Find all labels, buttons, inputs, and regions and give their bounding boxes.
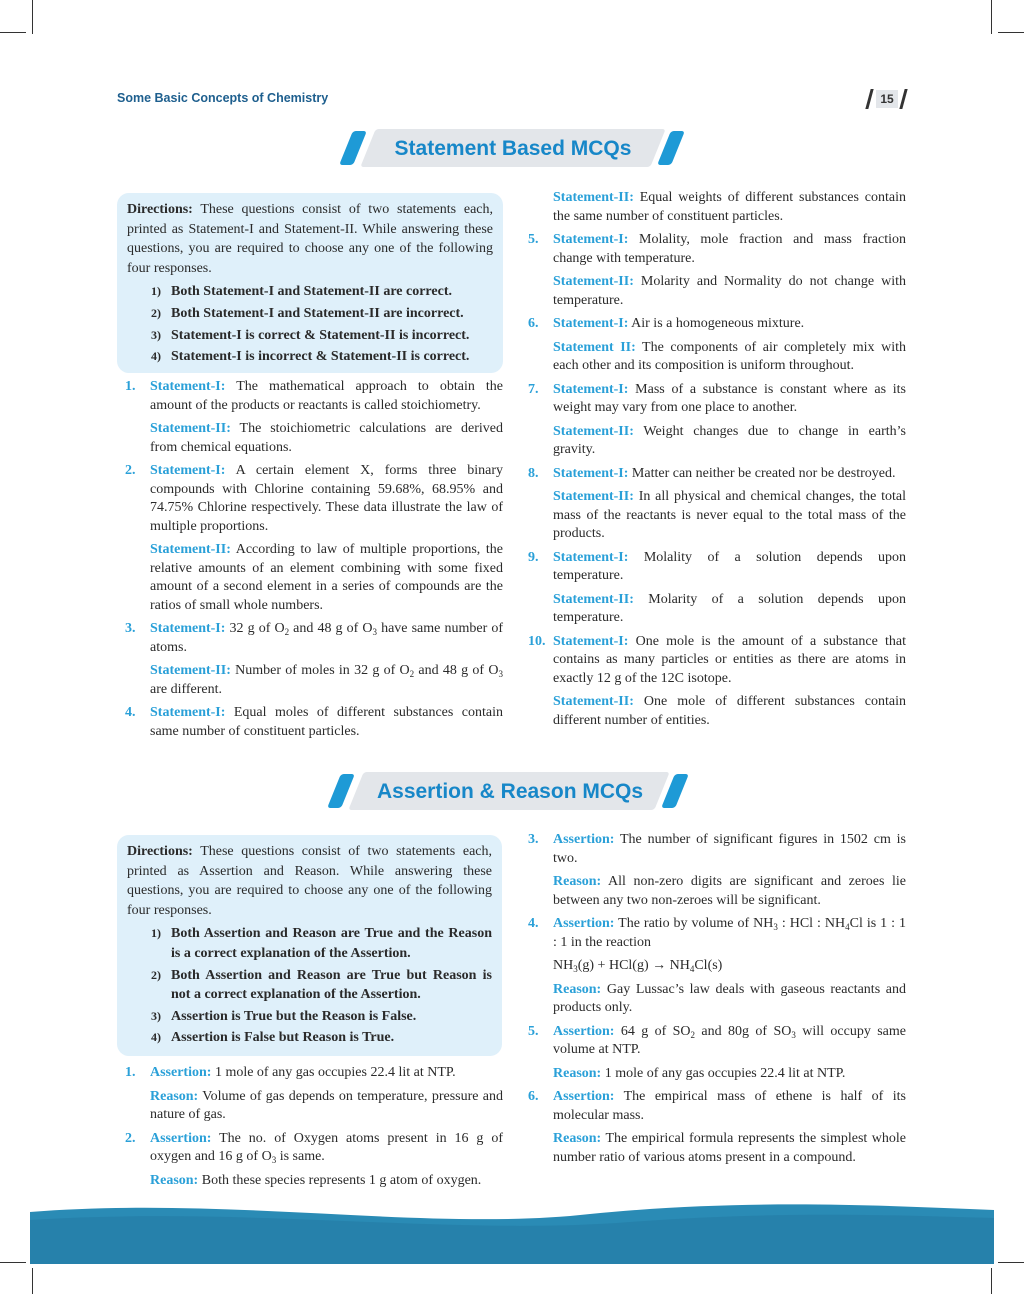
crop-mark <box>32 0 33 34</box>
crop-mark <box>998 32 1024 33</box>
question-item: 7. Statement-I: Mass of a substance is constant where as its weight may vary from one place to another. Statement-II: Weight changes due to change in earth’s gravity. <box>528 381 906 457</box>
right-column <box>520 189 906 735</box>
response-options <box>127 924 492 1048</box>
section-banner-assertion <box>330 772 690 808</box>
page-number-text: 15 <box>876 90 898 108</box>
question-item: 2. Statement-I: A certain element X, forms three binary compounds with Chlorine containing 59.68%, 68.95% and 74.75% Chlorine respectively. These data illustrate the law of multiple proportions. Statement-II: According to law of multiple proportions, the relative amounts of an element combining with some fixed amount of a second element in a series of compounds are the ratios of small whole numbers. <box>125 463 503 613</box>
crop-mark <box>0 1262 26 1263</box>
question-item: 2. Assertion: The no. of Oxygen atoms present in 16 g of oxygen and 16 g of $O_3$ is same. Reason: Both these species represents 1 g atom of oxygen. <box>125 1130 503 1188</box>
question-item: 10. Statement-I: One mole is the amount of a substance that contains as many particles or entities as there are atoms in exactly 12 g of the 12C isotope. Statement-II: One mole of different substances contain different number of entities. <box>528 633 906 728</box>
option-item: 1) Both Assertion and Reason are True and the Reason is a correct explanation of the Assertion. <box>151 926 492 961</box>
question-item: 3. Assertion: The number of significant figures in 1502 cm is two. Reason: All non-zero digits are significant and zeroes lie between any two non-zeroes will be significant. <box>528 832 906 908</box>
question-item: 6. Assertion: The empirical mass of ethene is half of its molecular mass. Reason: The empirical formula represents the simplest whole number ratio of various atoms present in a compound. <box>528 1089 906 1165</box>
directions-text: Directions: These questions consist of two statements each, printed as Assertion and Reason. While answering these questions, you are required to choose any one of the following four responses. <box>127 844 492 918</box>
crop-mark <box>991 1268 992 1294</box>
footer-wave <box>30 1196 994 1264</box>
section-title: Statement Based MCQs <box>394 137 632 160</box>
option-item: 2) Both Statement-I and Statement-II are incorrect. <box>151 305 464 321</box>
crop-mark <box>998 1262 1024 1263</box>
question-item: 6. Statement-I: Air is a homogeneous mixture. Statement II: The components of air completely mix with each other and its composition is uniform throughout. <box>528 316 906 373</box>
crop-mark <box>991 0 992 34</box>
section-banner-statement <box>342 129 684 165</box>
directions-box <box>117 835 502 1056</box>
reaction-equation: $NH_3(g) + HCl(g) \to NH_4Cl(s)$ <box>553 958 723 974</box>
question-item: 1. Assertion: 1 mole of any gas occupies 22.4 lit at NTP. Reason: Volume of gas depends on temperature, pressure and nature of gas. <box>125 1065 503 1122</box>
option-item: 2) Both Assertion and Reason are True but Reason is not a correct explanation of the Assertion. <box>151 967 492 1003</box>
question-item: Statement-II: Equal weights of different substances contain the same number of constituent particles. <box>553 190 906 224</box>
question-item: 4. Assertion: The ratio by volume of $NH_3$ : HCl : $NH_4Cl$ is 1 : 1 : 1 in the reaction $NH_3(g) + HCl(g) \to NH_4Cl(s)$ Reason: Gay Lussac’s law deals with gaseous reactants and products only. <box>528 916 906 1015</box>
page-number <box>866 88 906 110</box>
left-column-2 <box>117 1064 503 1195</box>
running-head: Some Basic Concepts of Chemistry <box>117 91 329 105</box>
left-column <box>117 378 503 746</box>
directions-text: Directions: These questions consist of two statements each, printed as Statement-I and Statement-II. While answering these questions, you are required to choose any one of the following four responses. <box>127 202 493 276</box>
question-item: 3. Statement-I: 32 g of $O_2$ and 48 g of $O_3$ have same number of atoms. Statement-II: Number of moles in 32 g of $O_2$ and 48 g of $O_3$ are different. <box>125 621 503 697</box>
crop-mark <box>32 1268 33 1294</box>
question-item: 9. Statement-I: Molality of a solution depends upon temperature. Statement-II: Molarity of a solution depends upon temperature. <box>528 549 906 625</box>
option-item: 3) Assertion is True but the Reason is False. <box>151 1008 417 1024</box>
section-title: Assertion & Reason MCQs <box>376 780 644 803</box>
question-item: 1. Statement-I: The mathematical approach to obtain the amount of the products or reactants is called stoichiometry. Statement-II: The stoichiometric calculations are derived from chemical equations. <box>125 379 503 455</box>
directions-box <box>117 193 503 373</box>
question-item: 8. Statement-I: Matter can neither be created nor be destroyed. Statement-II: In all physical and chemical changes, the total mass of the reactants is never equal to the total mass of the products. <box>528 465 906 541</box>
crop-mark <box>0 32 26 33</box>
option-item: 3) Statement-I is correct & Statement-II is incorrect. <box>151 327 470 343</box>
option-item: 4) Assertion is False but Reason is True. <box>151 1030 395 1046</box>
option-item: 1) Both Statement-I and Statement-II are correct. <box>151 284 452 300</box>
right-column-2 <box>520 831 906 1172</box>
option-item: 4) Statement-I is incorrect & Statement-II is correct. <box>151 349 470 365</box>
question-item: 5. Statement-I: Molality, mole fraction and mass fraction change with temperature. Statement-II: Molarity and Normality do not change with temperature. <box>528 232 906 308</box>
question-item: 4. Statement-I: Equal moles of different substances contain same number of constituent particles. <box>125 705 503 739</box>
response-options <box>127 282 493 366</box>
question-item: 5. Assertion: 64 g of $SO_2$ and 80g of $SO_3$ will occupy same volume at NTP. Reason: 1 mole of any gas occupies 22.4 lit at NTP. <box>528 1023 906 1081</box>
